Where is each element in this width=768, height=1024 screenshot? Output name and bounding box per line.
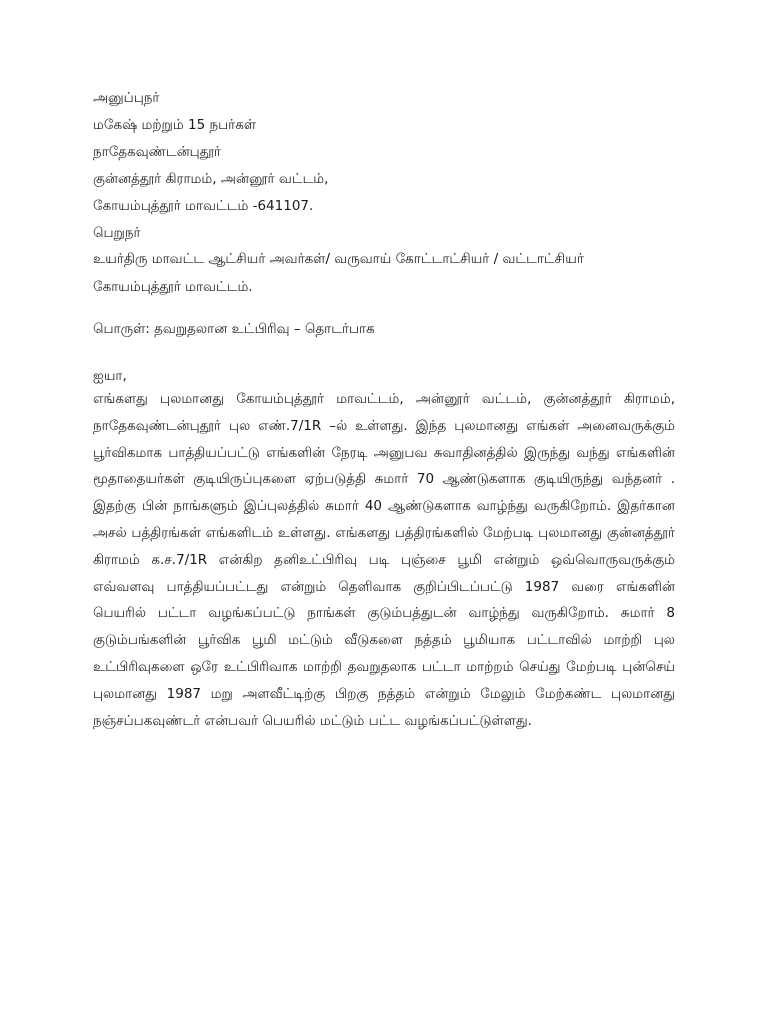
sender-label: அனுப்புநர்	[93, 90, 160, 106]
recipient-address: கோயம்புத்தூர் மாவட்டம்.	[93, 279, 253, 295]
letter-page	[93, 88, 675, 734]
recipient-label: பெறுநர்	[93, 225, 141, 241]
salutation: ஐயா,	[93, 368, 127, 384]
sender-name: மகேஷ் மற்றும் 15 நபர்கள்	[93, 117, 257, 133]
sender-address-line1: நாதேகவுண்டன்புதூர்	[93, 144, 221, 160]
letter-subject: பொருள்: தவறுதலான உட்பிரிவு – தொடர்பாக	[93, 321, 375, 337]
spacer	[93, 346, 675, 366]
letter-body: எங்களது புலமானது கோயம்புத்தூர் மாவட்டம், அன்னூர் வட்டம், குன்னத்தூர் கிராமம், நாதேகவுண்டன்புதூர் புல எண்.7/1R –ல் உள்ளது. இந்த புலமானது எங்கள் அனைவருக்கும் பூர்விகமாக பாத்தியப்பட்டு எங்களின் நேரடி அனுபவ சுவாதினத்தில் இருந்து வந்து எங்களின் மூதாதையர்கள் குடியிருப்புகளை ஏற்படுத்தி சுமார் 70 ஆண்டுகளாக குடியிருந்து வந்தனர் . இதற்கு பின் நாங்களும் இப்புலத்தில் சுமார் 40 ஆண்டுகளாக வாழ்ந்து வருகிறோம். இதர்கான அசல் பத்திரங்கள் எங்களிடம் உள்ளது. எங்களது பத்திரங்களில் மேற்படி புலமானது குன்னத்தூர் கிராமம் க.ச.7/1R என்கிற தனிஉட்பிரிவு படி புஞ்சை பூமி என்றும் ஒவ்வொருவருக்கும் எவ்வளவு பாத்தியப்பட்டது என்றும் தெளிவாக குறிப்பிடப்பட்டு 1987 வரை எங்களின் பெயரில் பட்டா வழங்கப்பட்டு நாங்கள் குடும்பத்துடன் வாழ்ந்து வருகிறோம். சுமார் 8 குடும்பங்களின் பூர்விக பூமி மட்டும் வீடுகளை நத்தம் பூமியாக பட்டாவில் மாற்றி புல உட்பிரிவுகளை ஒரே உட்பிரிவாக மாற்றி தவறுதலாக பட்டா மாற்றம் செய்து மேற்படி புன்செய் புலமானது 1987 மறு அளவீட்டிற்கு பிறகு நத்தம் என்றும் மேலும் மேற்கண்ட புலமானது நஞ்சப்பகவுண்டர் என்பவர் பெயரில் மட்டும் பட்ட வழங்கப்பட்டுள்ளது.	[93, 391, 675, 729]
recipient-title: உயர்திரு மாவட்ட ஆட்சியர் அவர்கள்/ வருவாய் கோட்டாட்சியர் / வட்டாட்சியர்	[93, 251, 584, 267]
sender-address-line3: கோயம்புத்தூர் மாவட்டம் -641107.	[93, 198, 314, 214]
sender-address-line2: குன்னத்தூர் கிராமம், அன்னூர் வட்டம்,	[93, 171, 329, 187]
